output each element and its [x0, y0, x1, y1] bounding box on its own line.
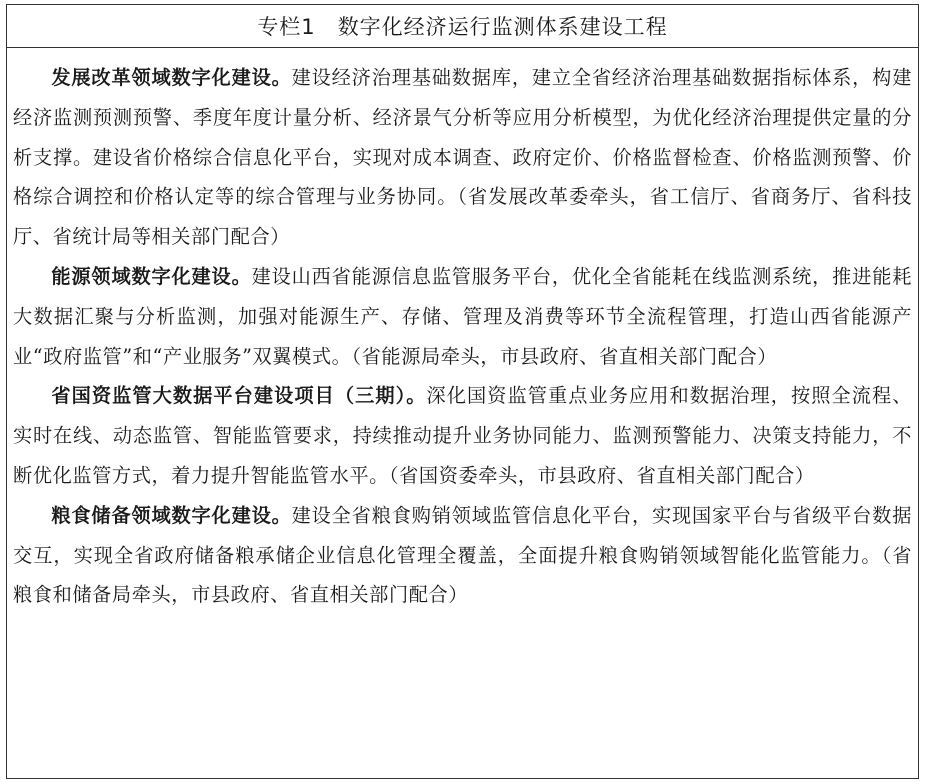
paragraph-body: 深化国资监管重点业务应用和数据治理，按照全流程、实时在线、动态监管、智能监管要求，持续推动提升业务协同能力、监测预警能力、决策支持能力，不断优化监管方式，着力提升智能监管水平。（省国资委牵头，市县政府、省直相关部门配合）	[13, 384, 912, 487]
column-title-bar	[7, 5, 918, 48]
paragraph-body: 建设山西省能源信息监管服务平台，优化全省能耗在线监测系统，推进能耗大数据汇聚与分析监测，加强对能源生产、存储、管理及消费等环节全流程管理，打造山西省能源产业“政府监管”和“产业服务”双翼模式。（省能源局牵头，市县政府、省直相关部门配合）	[13, 264, 912, 368]
paragraph-grain-reserve	[13, 496, 912, 615]
paragraph-lead: 省国资监管大数据平台建设项目（三期）。	[51, 384, 427, 408]
paragraph-lead: 发展改革领域数字化建设。	[51, 66, 292, 89]
paragraph-energy	[13, 257, 912, 376]
paragraph-body: 建设全省粮食购销领域监管信息化平台，实现国家平台与省级平台数据交互，实现全省政府储备粮承储企业信息化管理全覆盖，全面提升粮食购销领域智能化监管能力。（省粮食和储备局牵头，市县政府、省直相关部门配合）	[13, 503, 912, 607]
column-number: 专栏1	[257, 15, 316, 39]
column-box	[6, 4, 919, 779]
paragraph-lead: 能源领域数字化建设。	[51, 264, 252, 288]
paragraph-lead: 粮食储备领域数字化建设。	[51, 503, 292, 527]
column-title: 数字化经济运行监测体系建设工程	[337, 15, 668, 39]
paragraph-body: 建设经济治理基础数据库，建立全省经济治理基础数据指标体系，构建经济监测预测预警、季度年度计量分析、经济景气分析等应用分析模型，为优化经济治理提供定量的分析支撑。建设省价格综合信息化平台，实现对成本调查、政府定价、价格监督检查、价格监测预警、价格综合调控和价格认定等的综合管理与业务协同。（省发展改革委牵头，省工信厅、省商务厅、省科技厅、省统计局等相关部门配合）	[13, 66, 912, 249]
paragraph-state-assets	[13, 376, 912, 495]
column-content	[7, 48, 918, 615]
paragraph-development-reform	[13, 58, 912, 257]
